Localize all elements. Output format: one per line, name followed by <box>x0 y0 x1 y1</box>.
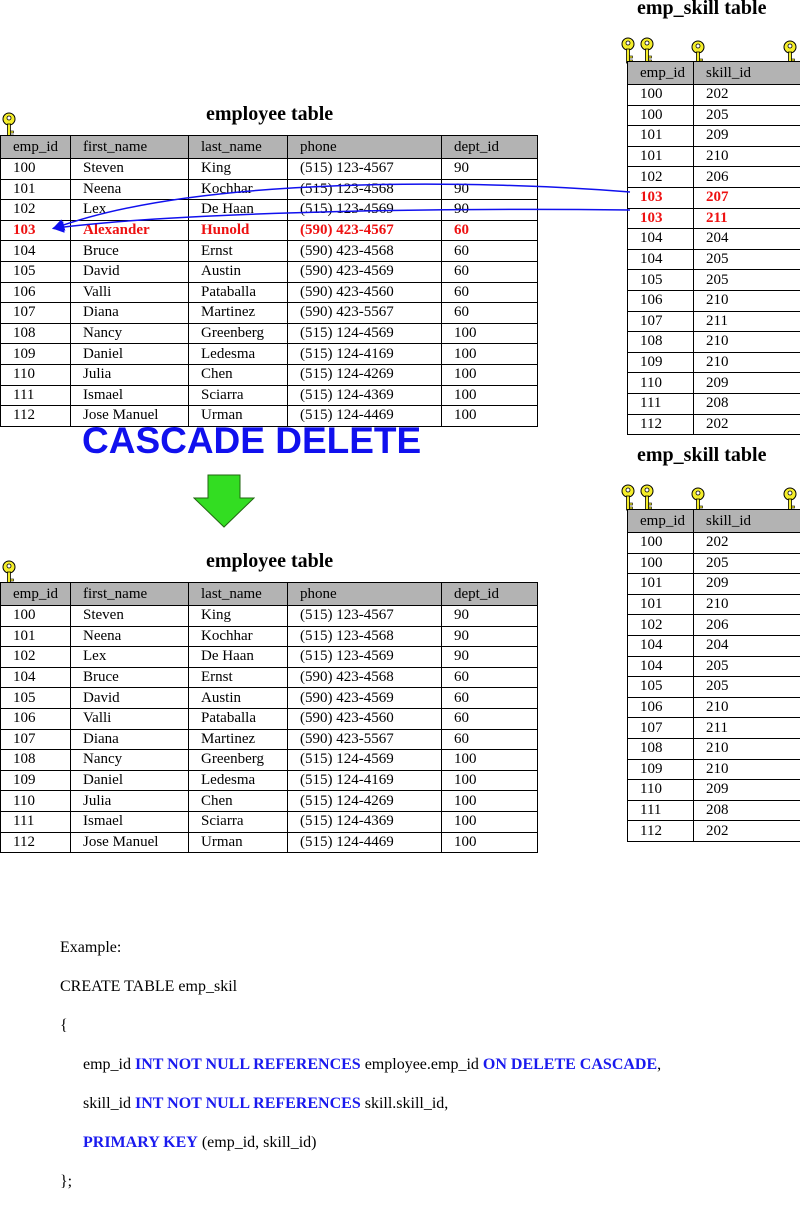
table-cell: (515) 124-4169 <box>288 770 442 791</box>
sql-example <box>60 918 661 1211</box>
table-cell: 100 <box>442 344 538 365</box>
table-cell: 60 <box>442 303 538 324</box>
table-cell: 202 <box>694 85 800 106</box>
table-cell: 107 <box>628 718 694 739</box>
column-header: last_name <box>189 583 288 606</box>
table-cell: Martinez <box>189 729 288 750</box>
table-cell: 103 <box>628 208 694 229</box>
table-cell: Daniel <box>71 344 189 365</box>
table-cell: Ismael <box>71 385 189 406</box>
column-header: emp_id <box>1 583 71 606</box>
table-row <box>628 718 800 739</box>
table-row <box>1 606 538 627</box>
table-cell: 211 <box>694 311 800 332</box>
table-row <box>628 738 800 759</box>
table-cell: 108 <box>628 738 694 759</box>
emp-skill-table-after <box>627 509 800 842</box>
table-cell: Ernst <box>189 241 288 262</box>
column-header: emp_id <box>1 136 71 159</box>
table-row <box>628 533 800 554</box>
table-cell: 90 <box>442 200 538 221</box>
table-cell: 107 <box>628 311 694 332</box>
column-header: last_name <box>189 136 288 159</box>
table-cell: 204 <box>694 229 800 250</box>
table-cell: 90 <box>442 179 538 200</box>
table-cell: Lex <box>71 647 189 668</box>
table-cell: 105 <box>628 270 694 291</box>
table-cell: 102 <box>628 615 694 636</box>
table-cell: 111 <box>1 811 71 832</box>
table-cell: Valli <box>71 282 189 303</box>
table-cell: (590) 423-4560 <box>288 282 442 303</box>
table-row <box>1 832 538 853</box>
table-cell: 100 <box>442 770 538 791</box>
table-row <box>628 821 800 842</box>
table-cell: 100 <box>442 385 538 406</box>
table-cell: 101 <box>628 574 694 595</box>
table-cell: 209 <box>694 574 800 595</box>
table-cell: 106 <box>1 708 71 729</box>
table-cell: Neena <box>71 626 189 647</box>
table-row <box>628 332 800 353</box>
table-cell: 104 <box>1 667 71 688</box>
column-header: first_name <box>71 583 189 606</box>
table-cell: Sciarra <box>189 385 288 406</box>
table-row <box>628 270 800 291</box>
table-cell: (515) 124-4469 <box>288 406 442 427</box>
table-cell: 60 <box>442 667 538 688</box>
link-arrow-207 <box>55 184 630 228</box>
table-cell: 112 <box>1 832 71 853</box>
column-header: emp_id <box>628 510 694 533</box>
table-cell: 208 <box>694 393 800 414</box>
table-cell: 210 <box>694 332 800 353</box>
table-row <box>628 574 800 595</box>
table-row <box>628 373 800 394</box>
table-row <box>628 677 800 698</box>
cascade-delete-label: CASCADE DELETE <box>82 420 421 462</box>
table-cell: (590) 423-4569 <box>288 261 442 282</box>
column-header: phone <box>288 583 442 606</box>
table-cell: 60 <box>442 261 538 282</box>
table-cell: (515) 124-4569 <box>288 750 442 771</box>
table-row <box>1 811 538 832</box>
table-cell: 210 <box>694 738 800 759</box>
table-cell: Urman <box>189 406 288 427</box>
table-cell: (515) 124-4369 <box>288 811 442 832</box>
table-cell: 211 <box>694 718 800 739</box>
table-cell: 102 <box>1 647 71 668</box>
table-cell: 103 <box>1 220 71 241</box>
table-cell: (590) 423-4569 <box>288 688 442 709</box>
table-cell: Daniel <box>71 770 189 791</box>
arrow-down-icon <box>193 474 255 528</box>
table-row <box>628 780 800 801</box>
table-cell: 90 <box>442 647 538 668</box>
table-cell: 106 <box>628 697 694 718</box>
table-cell: 112 <box>1 406 71 427</box>
table-cell: Hunold <box>189 220 288 241</box>
table-cell: De Haan <box>189 647 288 668</box>
table-cell: 106 <box>1 282 71 303</box>
table-row <box>628 800 800 821</box>
table-row <box>1 667 538 688</box>
table-cell: 60 <box>442 220 538 241</box>
table-cell: Diana <box>71 303 189 324</box>
table-row <box>628 656 800 677</box>
table-cell: 101 <box>628 594 694 615</box>
table-cell: 210 <box>694 759 800 780</box>
table-cell: (515) 123-4567 <box>288 159 442 180</box>
table-cell: 205 <box>694 677 800 698</box>
table-row <box>1 364 538 385</box>
table-cell: 205 <box>694 553 800 574</box>
table-cell: Kochhar <box>189 626 288 647</box>
table-cell: 103 <box>628 187 694 208</box>
employee-table-title-top: employee table <box>206 103 333 126</box>
table-cell: 100 <box>628 85 694 106</box>
table-cell: Urman <box>189 832 288 853</box>
table-row <box>628 615 800 636</box>
table-cell: 210 <box>694 697 800 718</box>
table-row <box>1 626 538 647</box>
table-row <box>1 688 538 709</box>
table-cell: 90 <box>442 606 538 627</box>
table-cell: 101 <box>628 146 694 167</box>
table-cell: 210 <box>694 594 800 615</box>
table-cell: 112 <box>628 414 694 435</box>
table-cell: Austin <box>189 261 288 282</box>
table-cell: 209 <box>694 126 800 147</box>
table-cell: David <box>71 688 189 709</box>
table-cell: Martinez <box>189 303 288 324</box>
table-cell: Alexander <box>71 220 189 241</box>
table-row <box>628 553 800 574</box>
table-cell: 100 <box>442 323 538 344</box>
table-row <box>1 385 538 406</box>
table-cell: 108 <box>1 323 71 344</box>
table-cell: Jose Manuel <box>71 406 189 427</box>
table-cell: 109 <box>1 770 71 791</box>
table-cell: Nancy <box>71 750 189 771</box>
table-cell: 60 <box>442 729 538 750</box>
table-cell: Diana <box>71 729 189 750</box>
column-header: first_name <box>71 136 189 159</box>
table-cell: (515) 124-4469 <box>288 832 442 853</box>
table-cell: 100 <box>442 750 538 771</box>
table-cell: 108 <box>1 750 71 771</box>
table-row <box>628 311 800 332</box>
code-line: emp_id INT NOT NULL REFERENCES employee.emp_id ON DELETE CASCADE, <box>60 1055 661 1075</box>
table-row <box>628 697 800 718</box>
code-line: skill_id INT NOT NULL REFERENCES skill.skill_id, <box>60 1094 661 1114</box>
table-cell: Chen <box>189 364 288 385</box>
table-row <box>1 282 538 303</box>
table-cell: Austin <box>189 688 288 709</box>
table-cell: 108 <box>628 332 694 353</box>
table-cell: 112 <box>628 821 694 842</box>
table-cell: 206 <box>694 615 800 636</box>
table-cell: Ledesma <box>189 770 288 791</box>
table-cell: Pataballa <box>189 282 288 303</box>
fk-link-arrows <box>0 0 800 260</box>
table-row <box>1 791 538 812</box>
table-cell: (590) 423-5567 <box>288 303 442 324</box>
table-cell: (515) 123-4567 <box>288 606 442 627</box>
table-cell: 101 <box>1 179 71 200</box>
table-cell: David <box>71 261 189 282</box>
table-cell: 90 <box>442 159 538 180</box>
table-cell: 202 <box>694 414 800 435</box>
table-cell: (515) 124-4569 <box>288 323 442 344</box>
table-cell: 90 <box>442 626 538 647</box>
table-cell: 100 <box>442 832 538 853</box>
table-cell: Kochhar <box>189 179 288 200</box>
skill-table-title-bottom: emp_skill table <box>637 444 766 467</box>
table-cell: Lex <box>71 200 189 221</box>
table-cell: 202 <box>694 821 800 842</box>
code-line: CREATE TABLE emp_skil <box>60 977 661 997</box>
table-cell: 205 <box>694 270 800 291</box>
column-header: emp_id <box>628 62 694 85</box>
employee-table-title-bottom: employee table <box>206 550 333 573</box>
table-cell: Valli <box>71 708 189 729</box>
table-cell: (590) 423-5567 <box>288 729 442 750</box>
employee-table-after <box>0 582 538 853</box>
table-row <box>628 414 800 435</box>
table-cell: 111 <box>628 393 694 414</box>
table-cell: (515) 124-4369 <box>288 385 442 406</box>
table-cell: Steven <box>71 159 189 180</box>
table-cell: 100 <box>442 791 538 812</box>
table-cell: (515) 123-4568 <box>288 179 442 200</box>
table-cell: King <box>189 606 288 627</box>
table-cell: 107 <box>1 729 71 750</box>
table-cell: 110 <box>628 373 694 394</box>
column-header: skill_id <box>694 510 800 533</box>
table-cell: Ledesma <box>189 344 288 365</box>
table-cell: 60 <box>442 241 538 262</box>
table-cell: Julia <box>71 791 189 812</box>
table-cell: 107 <box>1 303 71 324</box>
table-cell: 209 <box>694 373 800 394</box>
code-line: PRIMARY KEY (emp_id, skill_id) <box>60 1133 661 1153</box>
table-cell: 111 <box>628 800 694 821</box>
column-header: skill_id <box>694 62 800 85</box>
link-arrow-211 <box>55 209 630 228</box>
code-line: Example: <box>60 938 661 958</box>
table-cell: (590) 423-4560 <box>288 708 442 729</box>
table-cell: (590) 423-4568 <box>288 667 442 688</box>
table-cell: 104 <box>628 656 694 677</box>
table-cell: 202 <box>694 533 800 554</box>
code-line: { <box>60 1016 661 1036</box>
table-cell: 210 <box>694 146 800 167</box>
table-cell: 205 <box>694 249 800 270</box>
table-cell: 211 <box>694 208 800 229</box>
table-cell: 102 <box>1 200 71 221</box>
table-row <box>1 750 538 771</box>
table-cell: 100 <box>628 533 694 554</box>
column-header: dept_id <box>442 583 538 606</box>
table-row <box>1 647 538 668</box>
table-cell: 110 <box>628 780 694 801</box>
table-cell: (515) 123-4569 <box>288 200 442 221</box>
table-cell: 110 <box>1 364 71 385</box>
table-cell: 101 <box>1 626 71 647</box>
table-cell: (590) 423-4568 <box>288 241 442 262</box>
table-cell: 210 <box>694 290 800 311</box>
table-cell: Jose Manuel <box>71 832 189 853</box>
table-row <box>628 352 800 373</box>
table-cell: 100 <box>442 811 538 832</box>
table-cell: Greenberg <box>189 323 288 344</box>
table-cell: De Haan <box>189 200 288 221</box>
table-row <box>1 770 538 791</box>
table-cell: Sciarra <box>189 811 288 832</box>
skill-table-title-top: emp_skill table <box>637 0 766 20</box>
table-cell: Ismael <box>71 811 189 832</box>
table-cell: (515) 124-4169 <box>288 344 442 365</box>
table-cell: 101 <box>628 126 694 147</box>
table-cell: 100 <box>1 606 71 627</box>
table-cell: 109 <box>628 352 694 373</box>
table-cell: Nancy <box>71 323 189 344</box>
table-cell: Bruce <box>71 241 189 262</box>
table-row <box>628 635 800 656</box>
table-cell: 105 <box>1 688 71 709</box>
code-line: }; <box>60 1172 661 1192</box>
table-cell: 102 <box>628 167 694 188</box>
table-row <box>1 344 538 365</box>
table-row <box>1 323 538 344</box>
table-cell: 100 <box>442 406 538 427</box>
table-cell: 205 <box>694 656 800 677</box>
table-cell: 109 <box>628 759 694 780</box>
table-cell: 100 <box>442 364 538 385</box>
table-row <box>1 303 538 324</box>
table-row <box>628 759 800 780</box>
table-cell: Greenberg <box>189 750 288 771</box>
table-cell: 104 <box>628 229 694 250</box>
table-row <box>628 594 800 615</box>
table-cell: Pataballa <box>189 708 288 729</box>
table-cell: (515) 124-4269 <box>288 791 442 812</box>
table-cell: 60 <box>442 282 538 303</box>
table-cell: 104 <box>628 249 694 270</box>
table-cell: 109 <box>1 344 71 365</box>
table-cell: Neena <box>71 179 189 200</box>
table-cell: 100 <box>628 105 694 126</box>
table-row <box>1 729 538 750</box>
table-row <box>1 708 538 729</box>
table-cell: 105 <box>628 677 694 698</box>
table-cell: (590) 423-4567 <box>288 220 442 241</box>
column-header: phone <box>288 136 442 159</box>
table-cell: 100 <box>1 159 71 180</box>
table-cell: 104 <box>1 241 71 262</box>
table-cell: 207 <box>694 187 800 208</box>
table-cell: 204 <box>694 635 800 656</box>
table-cell: 208 <box>694 800 800 821</box>
table-row <box>628 393 800 414</box>
table-cell: (515) 123-4568 <box>288 626 442 647</box>
table-cell: 110 <box>1 791 71 812</box>
table-cell: 60 <box>442 688 538 709</box>
table-cell: Bruce <box>71 667 189 688</box>
table-cell: 209 <box>694 780 800 801</box>
table-cell: King <box>189 159 288 180</box>
table-cell: 106 <box>628 290 694 311</box>
table-cell: Steven <box>71 606 189 627</box>
table-cell: 100 <box>628 553 694 574</box>
table-cell: 111 <box>1 385 71 406</box>
table-cell: Chen <box>189 791 288 812</box>
table-cell: 205 <box>694 105 800 126</box>
table-cell: 60 <box>442 708 538 729</box>
table-cell: 104 <box>628 635 694 656</box>
table-row <box>1 261 538 282</box>
table-cell: (515) 123-4569 <box>288 647 442 668</box>
column-header: dept_id <box>442 136 538 159</box>
table-cell: (515) 124-4269 <box>288 364 442 385</box>
table-cell: Julia <box>71 364 189 385</box>
table-cell: 210 <box>694 352 800 373</box>
table-cell: 206 <box>694 167 800 188</box>
table-row <box>628 290 800 311</box>
table-cell: Ernst <box>189 667 288 688</box>
table-cell: 105 <box>1 261 71 282</box>
